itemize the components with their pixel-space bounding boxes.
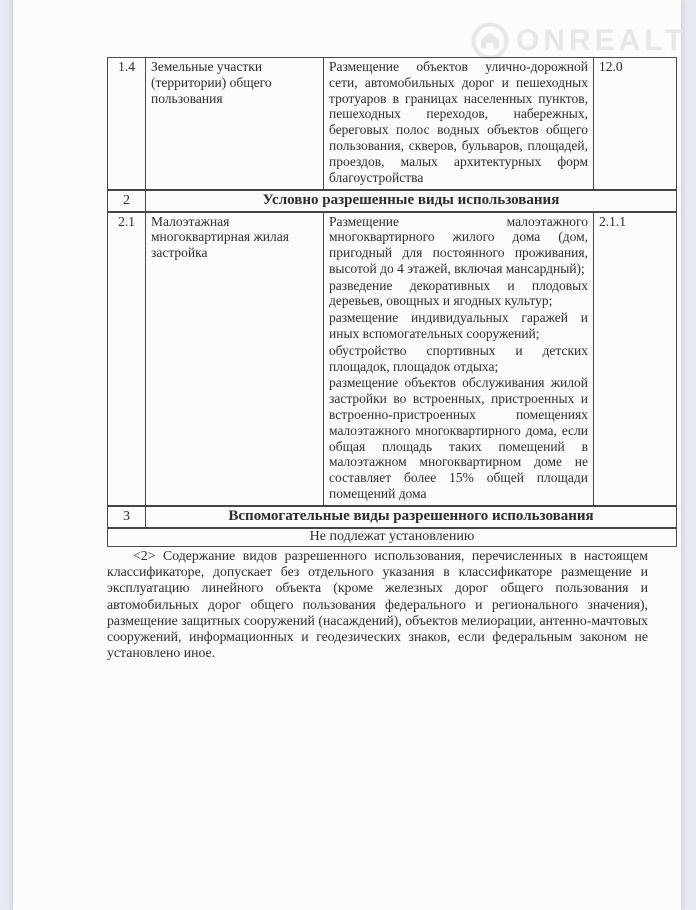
note-row: [108, 528, 677, 547]
cell-description: [324, 212, 594, 506]
watermark-text: ONREALT: [516, 24, 687, 57]
cell-number: 1.4: [108, 58, 146, 190]
cell-name: Малоэтажная многоквартирная жилая застройка: [146, 212, 324, 506]
cell-number: 3: [108, 506, 146, 528]
description-paragraph: разведение декоративных и плодовых деревьев, овощных и ягодных культур;: [329, 277, 588, 309]
section-title: Условно разрешенные виды использования: [146, 190, 677, 212]
table-row-1-4: [108, 58, 677, 190]
section-row-2: [108, 190, 677, 212]
cell-description: [324, 58, 594, 190]
section-title: Вспомогательные виды разрешенного использования: [146, 506, 677, 528]
description-paragraph: размещение индивидуальных гаражей и иных вспомогательных сооружений;: [329, 310, 588, 342]
table-row-2-1: [108, 212, 677, 506]
description-paragraph: обустройство спортивных и детских площадок, площадок отдыха;: [329, 342, 588, 374]
house-logo-icon: [471, 22, 509, 60]
cell-name: Земельные участки (территории) общего пользования: [146, 58, 324, 190]
description-paragraph: размещение объектов обслуживания жилой застройки во встроенных, пристроенных и встроенно-пристроенных помещениях малоэтажного многоквартирного дома, если общая площадь таких помещений в малоэтажном многоквартирном доме не составляет более 15% общей площади помещений дома: [329, 375, 588, 502]
cell-code: 12.0: [594, 58, 677, 190]
cell-number: 2: [108, 190, 146, 212]
cell-number: 2.1: [108, 212, 146, 506]
section-row-3: [108, 506, 677, 528]
document-page: [13, 0, 687, 910]
note-text: Не подлежат установлению: [108, 528, 677, 547]
cell-code: 2.1.1: [594, 212, 677, 506]
description-paragraph: Размещение объектов улично-дорожной сети, автомобильных дорог и пешеходных тротуаров в границах населенных пунктов, пешеходных переходов, набережных, береговых полос водных объектов общего пользования, скверов, бульваров, площадей, проездов, малых архитектурных форм благоустройства: [329, 59, 588, 185]
description-paragraph: Размещение малоэтажного многоквартирного жилого дома (дом, пригодный для постоянного проживания, высотой до 4 этажей, включая мансардный);: [329, 213, 588, 276]
footnote-paragraph: <2> Содержание видов разрешенного использования, перечисленных в настоящем классификаторе, допускает без отдельного указания в классификаторе размещение и эксплуатацию линейного объекта (кроме железных дорог общего пользования и автомобильных дорог общего пользования федерального и регионального значения), размещение защитных сооружений (насаждений), объектов мелиорации, антенно-мачтовых сооружений, информационных и геодезических знаков, если федеральным законом не установлено иное.: [107, 548, 648, 661]
onrealt-watermark: [471, 22, 687, 60]
land-use-table: [107, 57, 677, 547]
